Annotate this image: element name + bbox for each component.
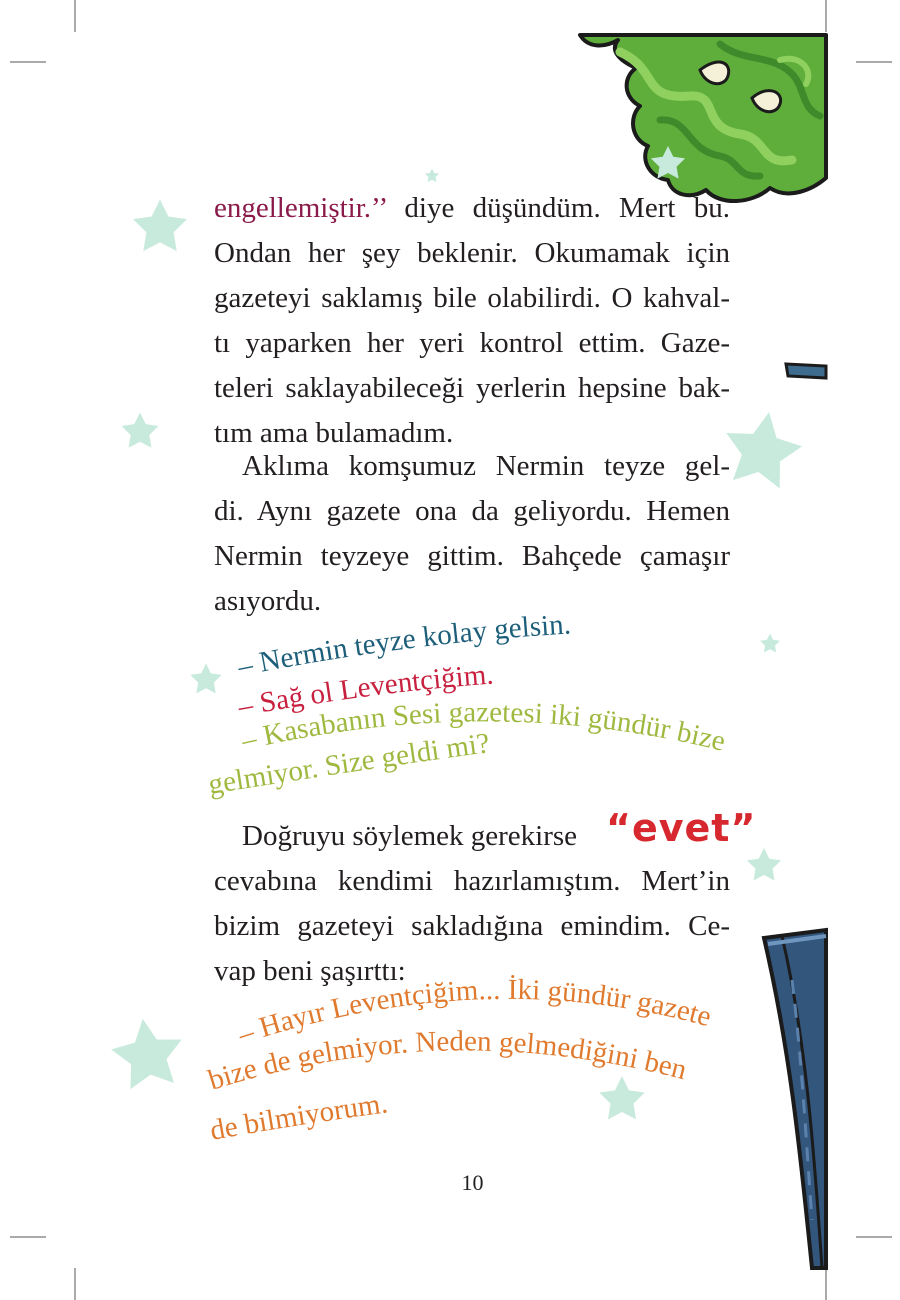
dialogue-2-line-1: – Hayır Leventçiğim... İki gündür gazete [234, 973, 715, 1051]
paragraph-1-line-1-rest: diye düşündüm. Mert bu. [386, 192, 730, 224]
dialogue-2-line-3: de bilmiyorum. [207, 1087, 390, 1147]
paragraph-3-line-2: cevabına kendimi hazırlamıştım. Mert’in [214, 865, 730, 897]
dialogue-2-line-2: bize de gelmiyor. Neden gelmediğini ben [204, 1025, 690, 1097]
paragraph-3-line-4: vap beni şaşırttı: [214, 955, 406, 987]
paragraph-1-line-5: teleri saklayabileceği yerlerin hepsine bak- [214, 372, 730, 404]
paragraph-1-line-2: Ondan her şey beklenir. Okumamak için [214, 237, 730, 269]
dialogue-1-line-4: gelmiyor. Size geldi mi? [206, 727, 492, 801]
paragraph-1-line-6: tım ama bulamadım. [214, 417, 454, 449]
dialogue-1-line-1: – Nermin teyze kolay gelsin. [235, 608, 572, 683]
dialogue-1-line-3: – Kasabanın Sesi gazetesi iki gündür bize [238, 696, 729, 758]
paragraph-1-line-3: gazeteyi saklamış bile olabilirdi. O kahval- [214, 282, 730, 314]
paragraph-3-line-1: Doğruyu söylemek gerekirse [242, 820, 578, 852]
evet-emphasis: “evet” [606, 806, 757, 850]
highlighted-quote: engellemiştir.’’ [214, 192, 387, 224]
paragraph-1-line-4: tı yaparken her yeri kontrol ettim. Gaze- [214, 327, 730, 359]
paragraph-2-line-2: di. Aynı gazete ona da geliyordu. Hemen [214, 495, 730, 527]
page-number: 10 [461, 1170, 484, 1195]
dialogue-1-line-2: – Sağ ol Leventçiğim. [235, 658, 495, 723]
paragraph-2-line-3: Nermin teyzeye gittim. Bahçede çamaşır [214, 540, 730, 572]
paragraph-2-line-1: Aklıma komşumuz Nermin teyze gel- [242, 450, 730, 482]
paragraph-2-line-4: asıyordu. [214, 585, 322, 617]
paragraph-3-line-3: bizim gazeteyi sakladığına emindim. Ce- [214, 910, 730, 942]
